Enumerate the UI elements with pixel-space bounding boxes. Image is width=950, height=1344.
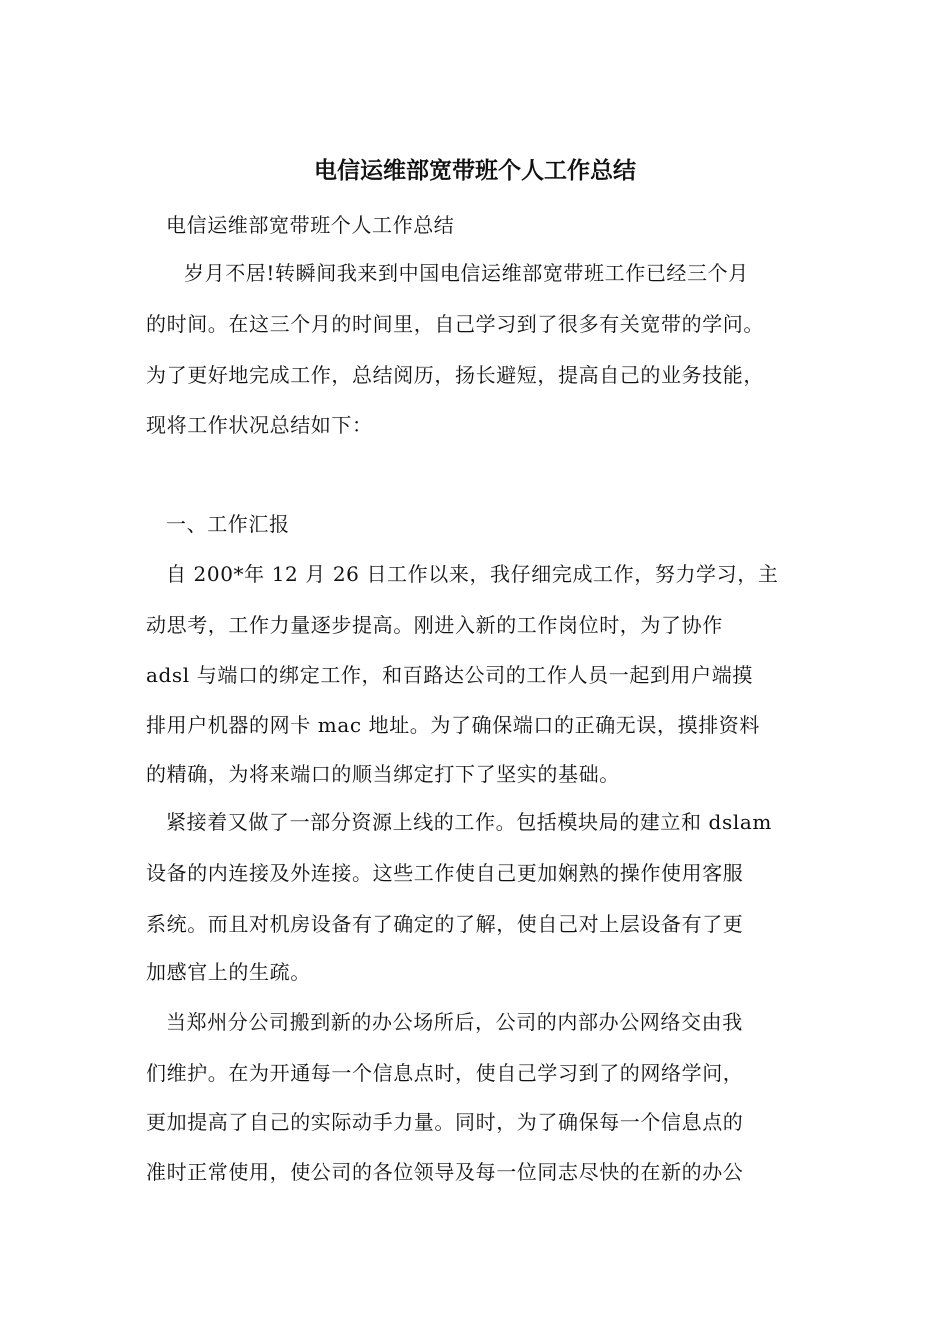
paragraph-line: 更加提高了自己的实际动手力量。同时，为了确保每一个信息点的 bbox=[146, 1110, 744, 1134]
paragraph-line: 当郑州分公司搬到新的办公场所后，公司的内部办公网络交由我 bbox=[166, 1010, 743, 1034]
paragraph-line: adsl 与端口的绑定工作，和百路达公司的工作人员一起到用户端摸 bbox=[146, 663, 753, 687]
paragraph-line: 自 200*年 12 月 26 日工作以来，我仔细完成工作，努力学习，主 bbox=[166, 562, 779, 586]
paragraph-line: 岁月不居!转瞬间我来到中国电信运维部宽带班工作已经三个月 bbox=[184, 261, 749, 285]
paragraph-line: 设备的内连接及外连接。这些工作使自己更加娴熟的操作使用客服 bbox=[146, 861, 744, 885]
paragraph-line: 的时间。在这三个月的时间里，自己学习到了很多有关宽带的学问。 bbox=[146, 312, 764, 336]
paragraph-line: 为了更好地完成工作，总结阅历，扬长避短，提高自己的业务技能， bbox=[146, 363, 764, 387]
section-heading: 一、工作汇报 bbox=[166, 512, 290, 536]
paragraph-line: 们维护。在为开通每一个信息点时，使自己学习到了的网络学问， bbox=[146, 1061, 744, 1085]
paragraph-line: 现将工作状况总结如下： bbox=[146, 413, 373, 437]
paragraph-line: 加感官上的生疏。 bbox=[146, 960, 311, 984]
paragraph-line: 准时正常使用，使公司的各位领导及每一位同志尽快的在新的办公 bbox=[146, 1160, 744, 1184]
paragraph-line: 的精确，为将来端口的顺当绑定打下了坚实的基础。 bbox=[146, 762, 620, 786]
paragraph-line: 排用户机器的网卡 mac 地址。为了确保端口的正确无误，摸排资料 bbox=[146, 713, 761, 737]
paragraph-line: 动思考，工作力量逐步提高。刚进入新的工作岗位时，为了协作 bbox=[146, 613, 723, 637]
subtitle-line: 电信运维部宽带班个人工作总结 bbox=[166, 213, 455, 237]
paragraph-line: 系统。而且对机房设备有了确定的了解，使自己对上层设备有了更 bbox=[146, 912, 744, 936]
paragraph-line: 紧接着又做了一部分资源上线的工作。包括模块局的建立和 dslam bbox=[166, 810, 772, 834]
document-title: 电信运维部宽带班个人工作总结 bbox=[314, 157, 636, 184]
